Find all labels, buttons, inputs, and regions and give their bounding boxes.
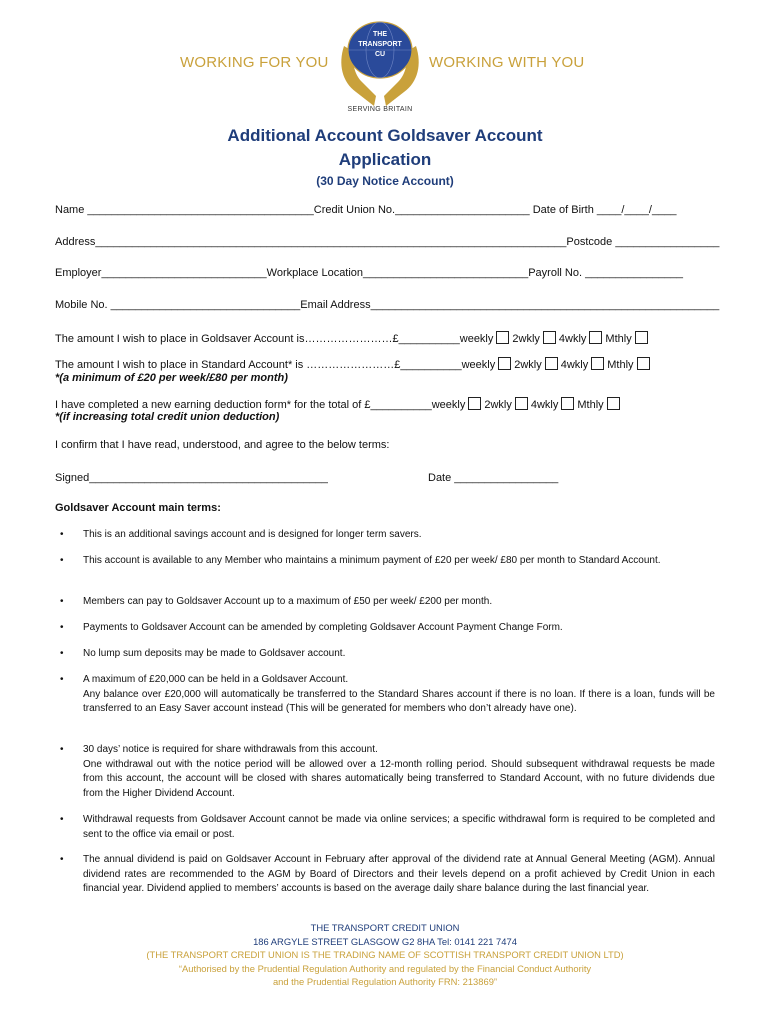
mthly-checkbox[interactable]: [607, 397, 620, 410]
opt-mthly-label: Mthly: [577, 399, 604, 411]
term-item: [83, 673, 715, 717]
term-line: Payments to Goldsaver Account can be amended by completing Goldsaver Account Payment Change Form.: [83, 622, 563, 633]
weekly-checkbox[interactable]: [496, 331, 509, 344]
tagline-left: WORKING FOR YOU: [180, 54, 329, 71]
opt-4wkly-label: 4wkly: [560, 359, 589, 371]
term-line: Withdrawal requests from Goldsaver Account cannot be made via online services; a specific withdrawal form is required to be completed and sent to the office via email or post.: [83, 814, 715, 840]
4wkly-checkbox[interactable]: [561, 397, 574, 410]
standard-amount-note: *(a minimum of £20 per week/£80 per month): [55, 372, 288, 384]
term-line: Members can pay to Goldsaver Account up to a maximum of £50 per week/ £200 per month.: [83, 596, 493, 607]
footer-frn: and the Prudential Regulation Authority FRN: 213869”: [272, 976, 498, 987]
term-item: [83, 853, 715, 897]
term-line: This account is available to any Member who maintains a minimum payment of £20 per week/ £80 per month to Standard Account.: [83, 555, 661, 566]
name-field[interactable]: Name _____________________________________Credit Union No.______________________ Date of Birth ____/____/____: [55, 204, 677, 216]
footer-address: 186 ARGYLE STREET GLASGOW G2 8HA Tel: 0141 221 7474: [253, 936, 517, 947]
term-item: [83, 743, 715, 801]
term-line: No lump sum deposits may be made to Goldsaver account.: [83, 648, 346, 659]
4wkly-checkbox[interactable]: [591, 357, 604, 370]
date-field[interactable]: Date _________________: [428, 472, 559, 484]
weekly-checkbox[interactable]: [468, 397, 481, 410]
term-line: The annual dividend is paid on Goldsaver Account in February after approval of the dividend rate at Annual General Meeting (AGM). Annual dividend rates are recommended to the AGM by Board of Directors and their levels depend on a profit achieved by Credit Union in each financial year. Dividend applied to members’ accounts is based on the average daily share balance during the last financial year.: [83, 854, 715, 894]
2wkly-checkbox[interactable]: [515, 397, 528, 410]
opt-2wkly-label: 2wkly: [484, 399, 512, 411]
footer-trading-name: (THE TRANSPORT CREDIT UNION IS THE TRADING NAME OF SCOTTISH TRANSPORT CREDIT UNION LTD): [146, 949, 624, 960]
bullet: •: [60, 596, 64, 607]
form-subtitle: (30 Day Notice Account): [316, 174, 454, 188]
deduction-row: [55, 397, 623, 411]
form-title-line2: Application: [338, 150, 432, 169]
bullet: •: [60, 622, 64, 633]
mobile-field[interactable]: Mobile No. _______________________________Email Address_________________________________________________________: [55, 299, 720, 311]
opt-2wkly-label: 2wkly: [512, 333, 540, 345]
opt-mthly-label: Mthly: [605, 333, 632, 345]
term-item: [83, 813, 715, 842]
form-title: Additional Account Goldsaver Account: [227, 126, 543, 145]
opt-4wkly-label: 4wkly: [530, 399, 559, 411]
bullet: •: [60, 744, 64, 755]
term-line: A maximum of £20,000 can be held in a Goldsaver Account.: [83, 674, 349, 685]
opt-4wkly-label: 4wkly: [558, 333, 587, 345]
bullet: •: [60, 854, 64, 865]
term-item: [83, 595, 715, 610]
bullet: •: [60, 648, 64, 659]
mthly-checkbox[interactable]: [635, 331, 648, 344]
2wkly-checkbox[interactable]: [543, 331, 556, 344]
terms-heading: Goldsaver Account main terms:: [55, 502, 221, 514]
footer-org-name: THE TRANSPORT CREDIT UNION: [310, 922, 460, 933]
standard-amount-label[interactable]: The amount I wish to place in Standard Account* is ……………………£__________weekly: [55, 359, 496, 371]
logo-text-1: THE: [373, 31, 387, 38]
opt-2wkly-label: 2wkly: [514, 359, 542, 371]
term-item: [83, 554, 715, 569]
term-line: One withdrawal out with the notice period will be allowed over a 12-month rolling period. Should subsequent withdrawal requests be made from this account, the account will be closed with shares automatically being transferred to Standard Account, with no future dividends due from the Higher Dividend Account.: [83, 758, 715, 799]
confirm-text: I confirm that I have read, understood, and agree to the below terms:: [55, 439, 390, 451]
transport-cu-logo: [330, 16, 430, 120]
bullet: •: [60, 555, 64, 566]
address-field[interactable]: Address_____________________________________________________________________________Postcode _________________: [55, 236, 720, 248]
term-line: Any balance over £20,000 will automatically be transferred to the Standard Shares account if there is no loan. If there is a loan, funds will be transferred to an Easy Saver account instead (This will be generated for members who don’t already have one).: [83, 688, 715, 714]
4wkly-checkbox[interactable]: [589, 331, 602, 344]
weekly-checkbox[interactable]: [498, 357, 511, 370]
deduction-note: *(if increasing total credit union deduction): [55, 411, 280, 423]
bullet: •: [60, 814, 64, 825]
term-item: [83, 621, 715, 636]
logo-text-2: TRANSPORT: [358, 41, 402, 48]
bullet: •: [60, 529, 64, 540]
employer-field[interactable]: Employer___________________________Workplace Location___________________________Payroll No. ________________: [55, 267, 683, 279]
2wkly-checkbox[interactable]: [545, 357, 558, 370]
term-item: [83, 528, 715, 543]
signed-field[interactable]: Signed_______________________________________: [55, 472, 328, 484]
opt-mthly-label: Mthly: [607, 359, 634, 371]
goldsaver-amount-row: [55, 331, 651, 345]
footer-authorisation: “Authorised by the Prudential Regulation Authority and regulated by the Financial Conduct Authority: [178, 963, 592, 974]
term-line: This is an additional savings account and is designed for longer term savers.: [83, 529, 422, 540]
term-item: [83, 647, 715, 662]
term-line: 30 days’ notice is required for share withdrawals from this account.: [83, 744, 378, 755]
tagline-right: WORKING WITH YOU: [429, 54, 585, 71]
bullet: •: [60, 674, 64, 685]
goldsaver-amount-label[interactable]: The amount I wish to place in Goldsaver Account is……………………£__________weekly: [55, 333, 494, 345]
standard-amount-row: [55, 357, 653, 371]
logo-text-3: CU: [374, 51, 386, 58]
mthly-checkbox[interactable]: [637, 357, 650, 370]
deduction-label[interactable]: I have completed a new earning deduction form* for the total of £__________weekly: [55, 399, 466, 411]
logo-subtitle: SERVING BRITAIN: [347, 106, 413, 113]
